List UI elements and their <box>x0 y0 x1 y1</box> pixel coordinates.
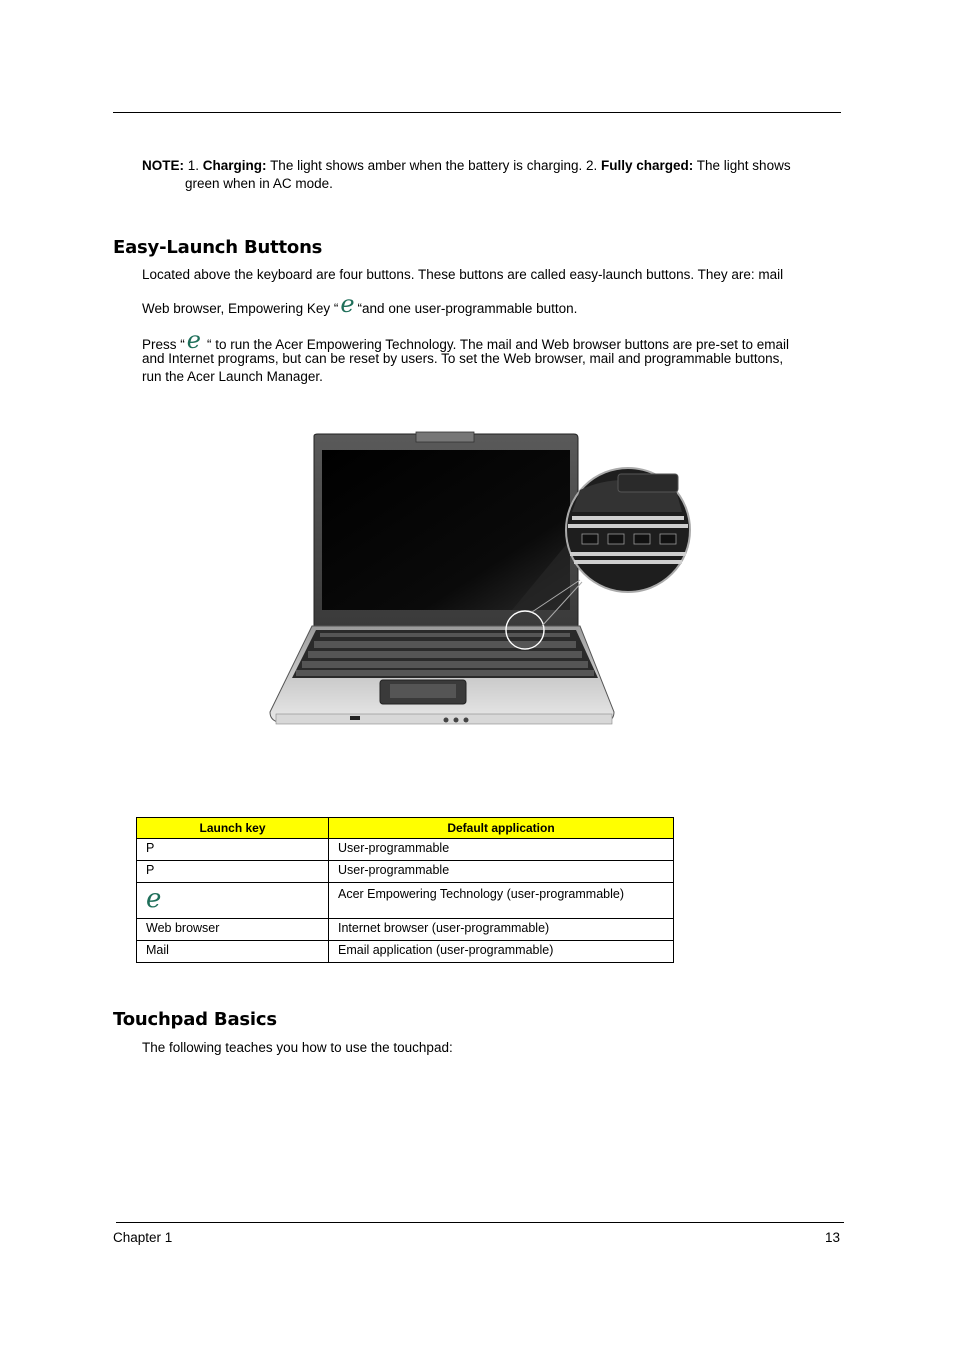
launch-key-cell: P <box>137 839 329 861</box>
empowering-key-icon: e <box>146 884 162 914</box>
table-header-launch-key: Launch key <box>137 818 329 839</box>
launch-key-cell: Mail <box>137 941 329 963</box>
para1-line2-end: “and one user-programmable button. <box>357 301 578 316</box>
para2-end: “ to run the Acer Empowering Technology. The mail and Web browser buttons are pre-set to email <box>206 337 790 352</box>
touchpad-intro: The following teaches you how to use the touchpad: <box>142 1040 453 1055</box>
empowering-key-icon: e <box>186 326 201 354</box>
table-row <box>137 861 674 883</box>
full-charged-text: The light shows <box>696 158 791 173</box>
easy-launch-heading: Easy-Launch Buttons <box>113 237 323 258</box>
para1-line2-start: Web browser, Empowering Key “ <box>142 301 339 316</box>
easy-launch-para2-line2: and Internet programs, but can be reset by users. To set the Web browser, mail and programmable buttons, <box>142 351 784 366</box>
note-line-2: green when in AC mode. <box>185 176 333 191</box>
note-label: NOTE: <box>142 158 184 173</box>
charging-label: Charging: <box>202 158 267 173</box>
default-application-cell: Acer Empowering Technology (user-programmable) <box>329 883 674 919</box>
launch-key-cell: Web browser <box>137 919 329 941</box>
table-header-row <box>137 818 674 839</box>
table-row <box>137 839 674 861</box>
launch-key-cell <box>137 883 329 919</box>
default-application-cell: Internet browser (user-programmable) <box>329 919 674 941</box>
charging-text: The light shows amber when the battery is charging. 2. <box>270 158 598 173</box>
note-line-1 <box>142 157 791 175</box>
default-application-cell: User-programmable <box>329 839 674 861</box>
footer-page-number: 13 <box>825 1230 841 1245</box>
easy-launch-para2-line3: run the Acer Launch Manager. <box>142 369 323 384</box>
footer-rule <box>116 1222 844 1223</box>
empowering-key-icon: e <box>340 290 355 318</box>
default-application-cell: User-programmable <box>329 861 674 883</box>
default-application-cell: Email application (user-programmable) <box>329 941 674 963</box>
launch-key-table <box>136 817 674 963</box>
para2-start: Press “ <box>142 337 185 352</box>
launch-key-cell: P <box>137 861 329 883</box>
laptop-illustration <box>262 430 694 736</box>
note-num: 1. <box>187 158 200 173</box>
full-charged-label: Fully charged: <box>601 158 694 173</box>
footer-chapter: Chapter 1 <box>113 1230 173 1245</box>
table-header-default-application: Default application <box>329 818 674 839</box>
table-row <box>137 883 674 919</box>
header-rule <box>113 112 841 113</box>
easy-launch-para1-line1: Located above the keyboard are four buttons. These buttons are called easy-launch buttons. They are: mail <box>142 267 784 282</box>
table-row <box>137 941 674 963</box>
table-row <box>137 919 674 941</box>
touchpad-basics-heading: Touchpad Basics <box>113 1009 277 1030</box>
easy-launch-para1-line2 <box>142 290 578 318</box>
